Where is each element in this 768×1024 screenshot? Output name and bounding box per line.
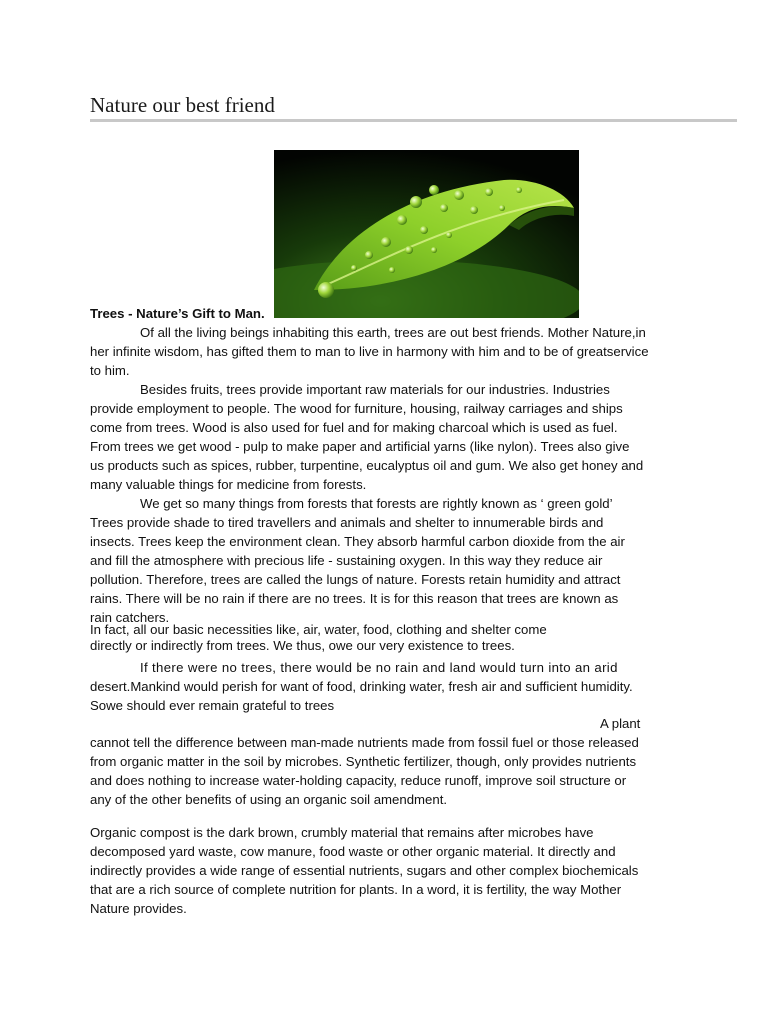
text-line: pollution. Therefore, trees are called the lungs of nature. Forests retain humidity and attract: [90, 572, 621, 587]
text-line: In fact, all our basic necessities like, air, water, food, clothing and shelter come: [90, 622, 547, 637]
text-line: rains. There will be no rain if there are no trees. It is for this reason that trees are known as: [90, 591, 619, 606]
article-paragraph-no-trees: [90, 658, 680, 715]
leaf-image: [274, 150, 579, 318]
text-line: her infinite wisdom, has gifted them to man to live in harmony with him and to be of greatservice: [90, 344, 649, 359]
text-line: Sowe should ever remain grateful to trees: [90, 698, 335, 713]
text-line: us products such as spices, rubber, turpentine, eucalyptus oil and gum. We also get honey and: [90, 458, 644, 473]
text-line: From trees we get wood - pulp to make paper and artificial yarns (like nylon). Trees also give: [90, 439, 630, 454]
text-line: decomposed yard waste, cow manure, food waste or other organic material. It directly and: [90, 844, 616, 859]
text-line: desert.Mankind would perish for want of food, drinking water, fresh air and sufficient humidity.: [90, 679, 633, 694]
article-paragraph-plant: [90, 714, 680, 809]
text-line: from organic matter in the soil by microbes. Synthetic fertilizer, though, only provides nutrients: [90, 754, 637, 769]
text-line: any of the other benefits of using an organic soil amendment.: [90, 792, 448, 807]
text-line: many valuable things for medicine from forests.: [90, 477, 367, 492]
text-line: and does nothing to increase water-holding capacity, reduce runoff, improve soil structure or: [90, 773, 627, 788]
text-line: If there were no trees, there would be no rain and land would turn into an arid: [140, 660, 618, 675]
text-line: A plant: [600, 716, 641, 731]
text-line: rain catchers.: [90, 610, 170, 625]
article-paragraph-necessities: [90, 622, 680, 654]
article-paragraph-compost: [90, 823, 680, 918]
text-line: We get so many things from forests that forests are rightly known as ‘ green gold’: [140, 496, 613, 511]
text-line: Besides fruits, trees provide important raw materials for our industries. Industries: [140, 382, 610, 397]
text-line: insects. Trees keep the environment clean. They absorb harmful carbon dioxide from the air: [90, 534, 625, 549]
text-line: that are a rich source of complete nutrition for plants. In a word, it is fertility, the way Mother: [90, 882, 622, 897]
text-line: cannot tell the difference between man-made nutrients made from fossil fuel or those released: [90, 735, 639, 750]
title-underline: [90, 119, 737, 122]
text-line: Organic compost is the dark brown, crumbly material that remains after microbes have: [90, 825, 594, 840]
text-line: to him.: [90, 363, 130, 378]
article-section-trees: [90, 304, 680, 627]
section-heading: Trees - Nature’s Gift to Man.: [90, 306, 265, 321]
text-line: and fill the atmosphere with precious life - sustaining oxygen. In this way they reduce air: [90, 553, 603, 568]
leaf-photo: [274, 150, 579, 318]
text-line: Trees provide shade to tired travellers and animals and shelter to innumerable birds and: [90, 515, 604, 530]
text-line: provide employment to people. The wood for furniture, housing, railway carriages and ships: [90, 401, 623, 416]
page-title: Nature our best friend: [90, 93, 275, 117]
text-line: Nature provides.: [90, 901, 187, 916]
text-line: indirectly provides a wide range of essential nutrients, sugars and other complex biochemicals: [90, 863, 639, 878]
text-line: directly or indirectly from trees. We thus, owe our very existence to trees.: [90, 638, 515, 653]
text-line: Of all the living beings inhabiting this earth, trees are out best friends. Mother Nature,in: [140, 325, 646, 340]
text-line: come from trees. Wood is also used for fuel and for making charcoal which is used as fuel.: [90, 420, 618, 435]
